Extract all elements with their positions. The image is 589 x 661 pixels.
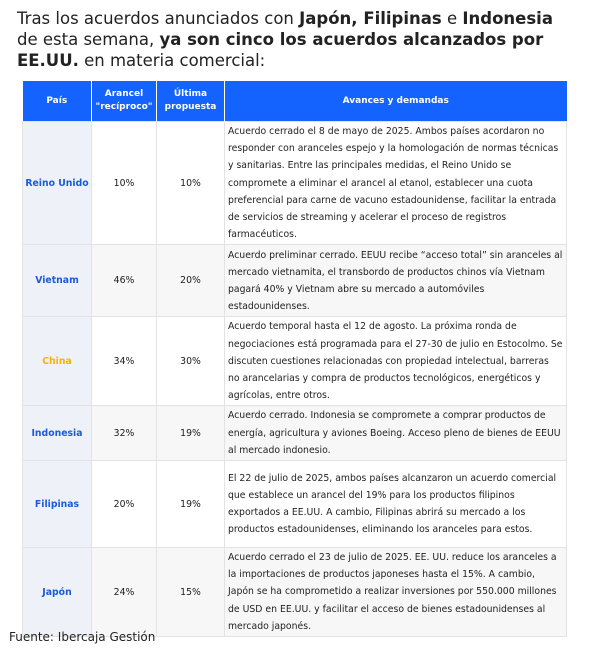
intro-text: en materia comercial: [78, 51, 266, 70]
tariff-cell: 24% [92, 548, 157, 637]
country-cell: Filipinas [23, 461, 92, 548]
tariff-cell: 46% [92, 245, 157, 317]
last-proposal-cell: 10% [157, 122, 225, 245]
last-proposal-cell: 19% [157, 461, 225, 548]
country-cell: Indonesia [23, 406, 92, 461]
description-cell: Acuerdo cerrado el 8 de mayo de 2025. Ambos países acordaron no responder con aranceles espejo y la homologación de normas técnicas y sanitarias. Entre las principales medidas, el Reino Unido se compromete a eliminar el arancel al etanol, establecer una cuota preferencial para carne de vacuno estadounidense, facilitar la entrada de servicios de streaming y acelerar el proceso de registros farmacéuticos. [225, 122, 567, 245]
description-cell: El 22 de julio de 2025, ambos países alcanzaron un acuerdo comercial que establece un arancel del 19% para los productos filipinos exportados a EE.UU. A cambio, Filipinas abrirá su mercado a los productos estadounidenses, eliminando los aranceles para estos. [225, 461, 567, 548]
intro-paragraph [17, 8, 577, 71]
table-row [23, 317, 567, 406]
table-row [23, 461, 567, 548]
intro-bold-indonesia: Indonesia [462, 9, 553, 28]
intro-text: Tras los acuerdos anunciados con [17, 9, 300, 28]
description-cell: Acuerdo cerrado. Indonesia se compromete a comprar productos de energía, agricultura y aviones Boeing. Acceso pleno de bienes de EEUU al mercado indonesio. [225, 406, 567, 461]
table-row [23, 406, 567, 461]
tariff-cell: 20% [92, 461, 157, 548]
country-cell: Reino Unido [23, 122, 92, 245]
description-cell: Acuerdo temporal hasta el 12 de agosto. La próxima ronda de negociaciones está programada para el 27-30 de julio en Estocolmo. Se discuten cuestiones relacionadas con propiedad intelectual, barreras no arancelarias y compra de productos tecnológicos, energéticos y agrícolas, entre otros. [225, 317, 567, 406]
last-proposal-cell: 20% [157, 245, 225, 317]
header-last-proposal: Última propuesta [157, 81, 225, 122]
intro-bold-summary: ya son cinco los acuerdos alcanzados por EE.UU. [17, 30, 544, 70]
table-row [23, 122, 567, 245]
last-proposal-cell: 19% [157, 406, 225, 461]
country-cell: China [23, 317, 92, 406]
source-note: Fuente: Ibercaja Gestión [9, 630, 156, 644]
intro-text: de esta semana, [17, 30, 160, 49]
intro-bold-countries: Japón, Filipinas [299, 9, 442, 28]
country-cell: Vietnam [23, 245, 92, 317]
trade-deals-table [22, 81, 567, 637]
last-proposal-cell: 30% [157, 317, 225, 406]
header-tariff: Arancel "recíproco" [92, 81, 157, 122]
tariff-cell: 10% [92, 122, 157, 245]
table-row [23, 548, 567, 637]
table-row [23, 245, 567, 317]
country-cell: Japón [23, 548, 92, 637]
table-header-row [23, 81, 567, 122]
last-proposal-cell: 15% [157, 548, 225, 637]
tariff-cell: 32% [92, 406, 157, 461]
header-country: País [23, 81, 92, 122]
header-progress: Avances y demandas [225, 81, 567, 122]
intro-text: e [441, 9, 463, 28]
description-cell: Acuerdo cerrado el 23 de julio de 2025. EE. UU. reduce los aranceles a la importaciones de productos japoneses hasta el 15%. A cambio, Japón se ha comprometido a realizar inversiones por 550.000 millones de USD en EE.UU. y facilitar el acceso de bienes estadounidenses al mercado japonés. [225, 548, 567, 637]
tariff-cell: 34% [92, 317, 157, 406]
description-cell: Acuerdo preliminar cerrado. EEUU recibe “acceso total” sin aranceles al mercado vietnamita, el transbordo de productos chinos vía Vietnam pagará 40% y Vietnam abre su mercado a automóviles estadounidenses. [225, 245, 567, 317]
